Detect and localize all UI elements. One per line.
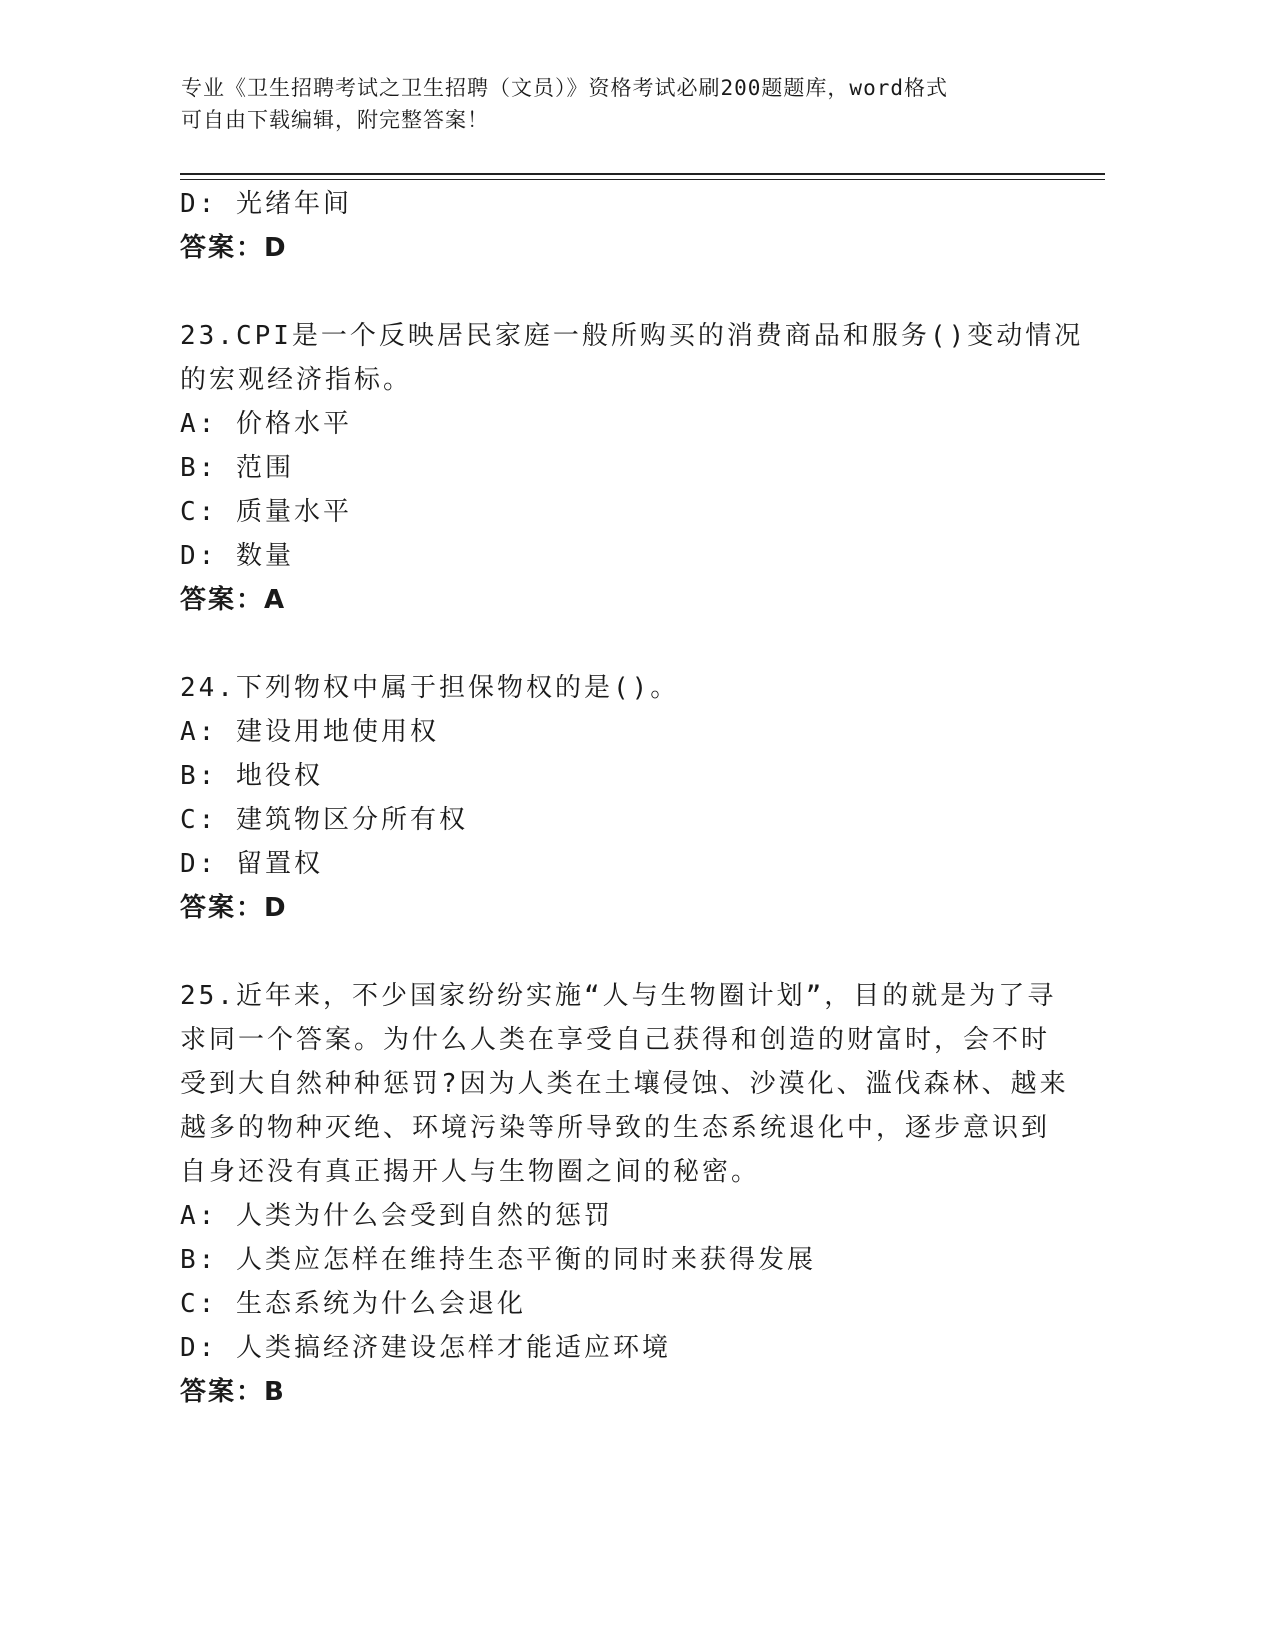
- question-23: [180, 314, 1084, 622]
- question-stem-line: 求同一个答案。为什么人类在享受自己获得和创造的财富时，会不时: [180, 1025, 1051, 1055]
- header-divider-thick: [180, 173, 1105, 175]
- answer-line: 答案：B: [180, 1377, 286, 1407]
- option-d: D: 人类搞经济建设怎样才能适应环境: [180, 1333, 671, 1363]
- question-stem-line: 受到大自然种种惩罚?因为人类在土壤侵蚀、沙漠化、滥伐森林、越来: [180, 1069, 1069, 1099]
- option-d: D: 留置权: [180, 849, 323, 879]
- option-a: A: 人类为什么会受到自然的惩罚: [180, 1201, 613, 1231]
- question-24: [180, 666, 1040, 930]
- document-header: [181, 72, 1061, 136]
- question-stem-line: 越多的物种灭绝、环境污染等所导致的生态系统退化中，逐步意识到: [180, 1113, 1051, 1143]
- question-stem-line: 的宏观经济指标。: [180, 365, 413, 395]
- option-c: C: 建筑物区分所有权: [180, 805, 468, 835]
- option-c: C: 质量水平: [180, 497, 352, 527]
- option-d: D: 光绪年间: [180, 189, 352, 219]
- spacer: [180, 930, 1040, 974]
- option-b: B: 人类应怎样在维持生态平衡的同时来获得发展: [180, 1245, 816, 1275]
- spacer: [180, 270, 1040, 314]
- option-c: C: 生态系统为什么会退化: [180, 1289, 526, 1319]
- header-line-2: 可自由下载编辑，附完整答案！: [181, 108, 489, 132]
- answer-line: 答案：D: [180, 893, 288, 923]
- question-stem-line: 25.近年来，不少国家纷纷实施“人与生物圈计划”，目的就是为了寻: [180, 981, 1057, 1011]
- answer-line: 答案：D: [180, 233, 288, 263]
- question-stem-line: 自身还没有真正揭开人与生物圈之间的秘密。: [180, 1157, 761, 1187]
- option-b: B: 范围: [180, 453, 294, 483]
- option-d: D: 数量: [180, 541, 294, 571]
- option-b: B: 地役权: [180, 761, 323, 791]
- question-list: [180, 182, 1084, 1414]
- option-a: A: 建设用地使用权: [180, 717, 439, 747]
- answer-line: 答案：A: [180, 585, 287, 615]
- header-divider-thin: [180, 179, 1105, 180]
- question-stem-line: 23.CPI是一个反映居民家庭一般所购买的消费商品和服务()变动情况: [180, 321, 1084, 351]
- carryover-block: [180, 182, 1040, 270]
- header-line-1: 专业《卫生招聘考试之卫生招聘（文员）》资格考试必刷200题题库，word格式: [181, 76, 948, 100]
- option-a: A: 价格水平: [180, 409, 352, 439]
- question-stem-line: 24.下列物权中属于担保物权的是()。: [180, 673, 680, 703]
- question-25: [180, 974, 1069, 1414]
- spacer: [180, 622, 1040, 666]
